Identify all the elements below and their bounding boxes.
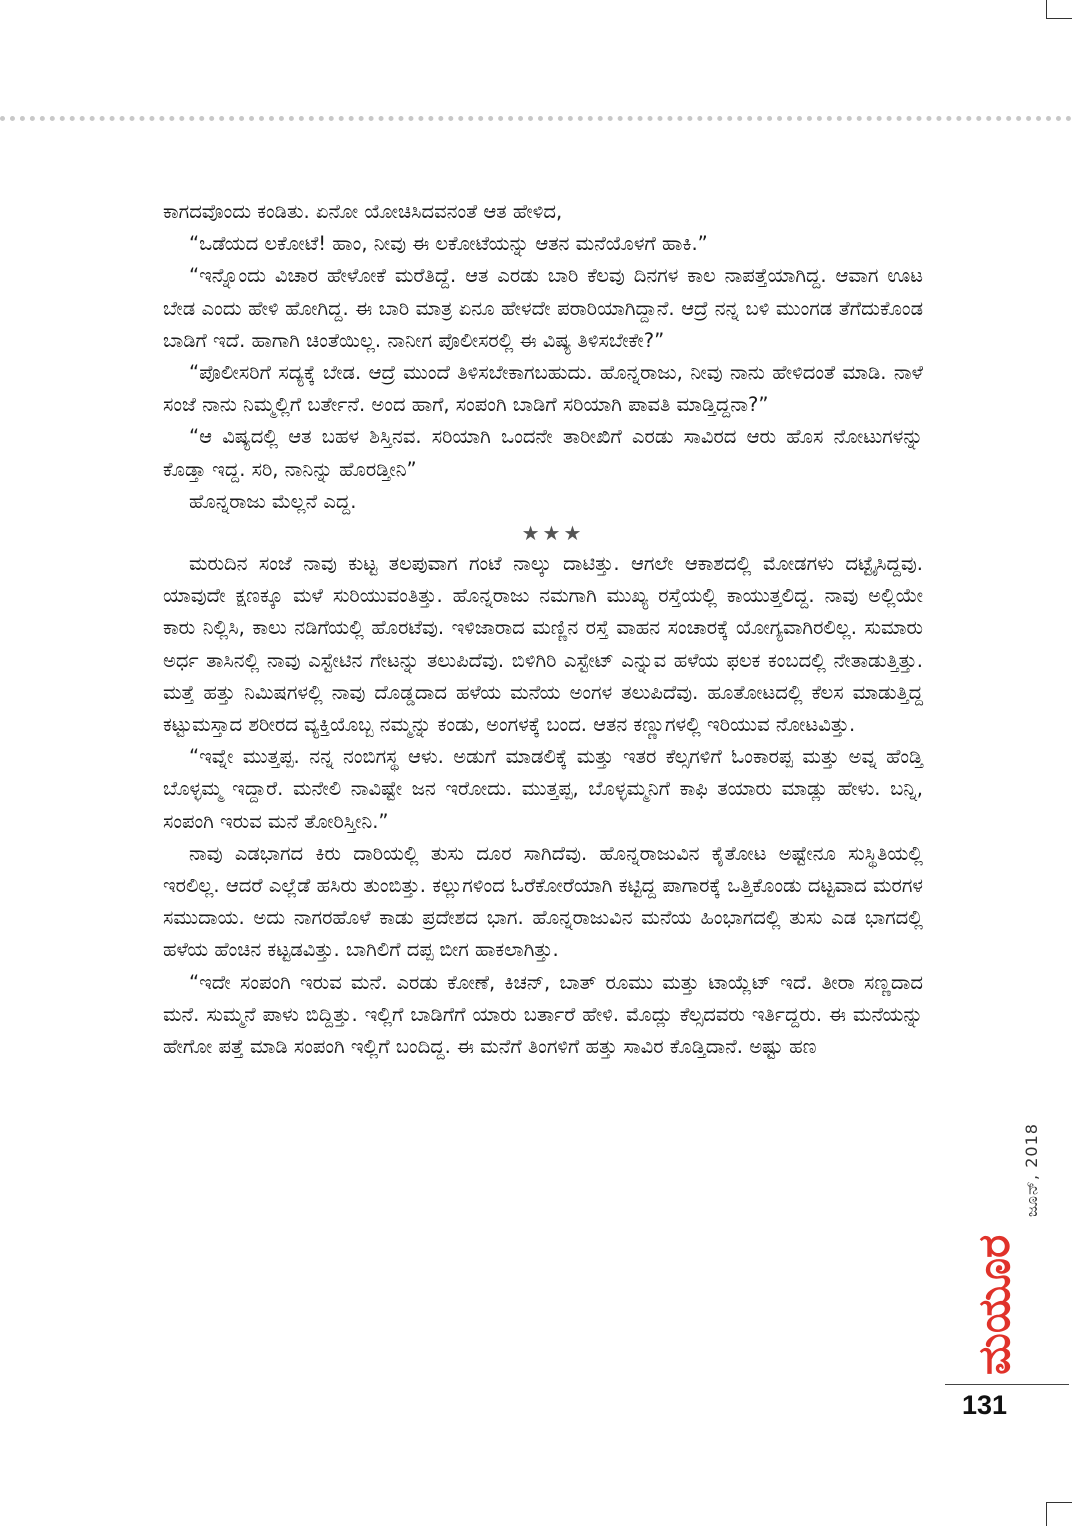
paragraph-7: ಮರುದಿನ ಸಂಜೆ ನಾವು ಕುಟ್ಟ ತಲಪುವಾಗ ಗಂಟೆ ನಾಲ್ಕು ದಾಟಿತ್ತು. ಆಗಲೇ ಆಕಾಶದಲ್ಲಿ ಮೋಡಗಳು ದಟ್ಟೈಸಿದ್ದವು. ಯಾವುದೇ ಕ್ಷಣಕ್ಕೂ ಮಳೆ ಸುರಿಯುವಂತಿತ್ತು. ಹೊನ್ನರಾಜು ನಮಗಾಗಿ ಮುಖ್ಯ ರಸ್ತೆಯಲ್ಲಿ ಕಾಯುತ್ತಲಿದ್ದ. ನಾವು ಅಲ್ಲಿಯೇ ಕಾರು ನಿಲ್ಲಿಸಿ, ಕಾಲು ನಡಿಗೆಯಲ್ಲಿ ಹೊರಟೆವು. ಇಳಿಜಾರಾದ ಮಣ್ಣಿನ ರಸ್ತೆ ವಾಹನ ಸಂಚಾರಕ್ಕೆ ಯೋಗ್ಯವಾಗಿರಲಿಲ್ಲ. ಸುಮಾರು ಅರ್ಧ ತಾಸಿನಲ್ಲಿ ನಾವು ಎಸ್ಟೇಟಿನ ಗೇಟನ್ನು ತಲುಪಿದೆವು. ಬಿಳಿಗಿರಿ ಎಸ್ಟೇಟ್ ಎನ್ನುವ ಹಳೆಯ ಫಲಕ ಕಂಬದಲ್ಲಿ ನೇತಾಡುತ್ತಿತ್ತು. ಮತ್ತೆ ಹತ್ತು ನಿಮಿಷಗಳಲ್ಲಿ ನಾವು ದೊಡ್ಡದಾದ ಹಳೆಯ ಮನೆಯ ಅಂಗಳ ತಲುಪಿದೆವು. ಹೂತೋಟದಲ್ಲಿ ಕೆಲಸ ಮಾಡುತ್ತಿದ್ದ ಕಟ್ಟುಮಸ್ತಾದ ಶರೀರದ ವ್ಯಕ್ತಿಯೊಬ್ಬ ನಮ್ಮನ್ನು ಕಂಡು, ಅಂಗಳಕ್ಕೆ ಬಂದ. ಆತನ ಕಣ್ಣುಗಳಲ್ಲಿ ಇರಿಯುವ ನೋಟವಿತ್ತು. — [163, 552, 923, 737]
paragraph-2: “ಒಡೆಯದ ಲಕೋಟೆ! ಹಾಂ, ನೀವು ಈ ಲಕೋಟೆಯನ್ನು ಆತನ ಮನೆಯೊಳಗೆ ಹಾಕಿ.” — [189, 232, 708, 256]
crop-mark-top — [1046, 0, 1072, 19]
magazine-side-strip — [945, 1105, 1045, 1375]
paragraph-5: “ಆ ವಿಷ್ಯದಲ್ಲಿ ಆತ ಬಹಳ ಶಿಸ್ತಿನವ. ಸರಿಯಾಗಿ ಒಂದನೇ ತಾರೀಖಿಗೆ ಎರಡು ಸಾವಿರದ ಆರು ಹೊಸ ನೋಟುಗಳನ್ನು ಕೊಡ್ತಾ ಇದ್ದ. ಸರಿ, ನಾನಿನ್ನು ಹೊರಡ್ತೀನಿ” — [163, 425, 923, 481]
paragraph-9: ನಾವು ಎಡಭಾಗದ ಕಿರು ದಾರಿಯಲ್ಲಿ ತುಸು ದೂರ ಸಾಗಿದೆವು. ಹೊನ್ನರಾಜುವಿನ ಕೈತೋಟ ಅಷ್ಟೇನೂ ಸುಸ್ಥಿತಿಯಲ್ಲಿ ಇರಲಿಲ್ಲ. ಆದರೆ ಎಲ್ಲೆಡೆ ಹಸಿರು ತುಂಬಿತ್ತು. ಕಲ್ಲುಗಳಿಂದ ಓರೆಕೋರೆಯಾಗಿ ಕಟ್ಟಿದ್ದ ಪಾಗಾರಕ್ಕೆ ಒತ್ತಿಕೊಂಡು ದಟ್ಟವಾದ ಮರಗಳ ಸಮುದಾಯ. ಅದು ನಾಗರಹೊಳೆ ಕಾಡು ಪ್ರದೇಶದ ಭಾಗ. ಹೊನ್ನರಾಜುವಿನ ಮನೆಯ ಹಿಂಭಾಗದಲ್ಲಿ ತುಸು ಎಡ ಭಾಗದಲ್ಲಿ ಹಳೆಯ ಹೆಂಚಿನ ಕಟ್ಟಡವಿತ್ತು. ಬಾಗಿಲಿಗೆ ದಪ್ಪ ಬೀಗ ಹಾಕಲಾಗಿತ್ತು. — [163, 841, 923, 962]
paragraph-3: “ಇನ್ನೊಂದು ವಿಚಾರ ಹೇಳೋಕೆ ಮರೆತಿದ್ದೆ. ಆತ ಎರಡು ಬಾರಿ ಕೆಲವು ದಿನಗಳ ಕಾಲ ನಾಪತ್ತೆಯಾಗಿದ್ದ. ಆವಾಗ ಊಟ ಬೇಡ ಎಂದು ಹೇಳಿ ಹೋಗಿದ್ದ. ಈ ಬಾರಿ ಮಾತ್ರ ಏನೂ ಹೇಳದೇ ಪರಾರಿಯಾಗಿದ್ದಾನೆ. ಆದ್ರೆ ನನ್ನ ಬಳಿ ಮುಂಗಡ ತೆಗೆದುಕೊಂಡ ಬಾಡಿಗೆ ಇದೆ. ಹಾಗಾಗಿ ಚಿಂತೆಯಿಲ್ಲ. ನಾನೀಗ ಪೊಲೀಸರಲ್ಲಿ ಈ ವಿಷ್ಯ ತಿಳಿಸಬೇಕೇ?” — [163, 264, 923, 352]
paragraph-4: “ಪೊಲೀಸರಿಗೆ ಸದ್ಯಕ್ಕೆ ಬೇಡ. ಆದ್ರೆ ಮುಂದೆ ತಿಳಿಸಬೇಕಾಗಬಹುದು. ಹೊನ್ನರಾಜು, ನೀವು ನಾನು ಹೇಳಿದಂತೆ ಮಾಡಿ. ನಾಳೆ ಸಂಜೆ ನಾನು ನಿಮ್ಮಲ್ಲಿಗೆ ಬರ್ತೇನೆ. ಅಂದ ಹಾಗೆ, ಸಂಪಂಗಿ ಬಾಡಿಗೆ ಸರಿಯಾಗಿ ಪಾವತಿ ಮಾಡ್ತಿದ್ದನಾ?” — [163, 361, 923, 417]
paragraph-8: “ಇವ್ನೇ ಮುತ್ತಪ್ಪ. ನನ್ನ ನಂಬಿಗಸ್ಥ ಆಳು. ಅಡುಗೆ ಮಾಡಲಿಕ್ಕೆ ಮತ್ತು ಇತರ ಕೆಲ್ಸಗಳಿಗೆ ಓಂಕಾರಪ್ಪ ಮತ್ತು ಅವ್ನ ಹೆಂಡ್ತಿ ಬೊಳ್ಳಮ್ಮ ಇದ್ದಾರೆ. ಮನೇಲಿ ನಾವಿಷ್ಟೇ ಜನ ಇರೋದು. ಮುತ್ತಪ್ಪ, ಬೊಳ್ಳಮ್ಮನಿಗೆ ಕಾಫಿ ತಯಾರು ಮಾಡ್ಲು ಹೇಳು. ಬನ್ನಿ, ಸಂಪಂಗಿ ಇರುವ ಮನೆ ತೋರಿಸ್ತೀನಿ.” — [163, 745, 923, 833]
page-number-rule — [945, 1384, 1069, 1385]
paragraph-10: “ಇದೇ ಸಂಪಂಗಿ ಇರುವ ಮನೆ. ಎರಡು ಕೋಣೆ, ಕಿಚನ್, ಬಾತ್ ರೂಮು ಮತ್ತು ಟಾಯ್ಲೆಟ್ ಇದೆ. ತೀರಾ ಸಣ್ಣದಾದ ಮನೆ. ಸುಮ್ಮನೆ ಪಾಳು ಬಿದ್ದಿತ್ತು. ಇಲ್ಲಿಗೆ ಬಾಡಿಗೆಗೆ ಯಾರು ಬರ್ತಾರೆ ಹೇಳಿ. ಮೊದ್ಲು ಕೆಲ್ಸದವರು ಇರ್ತಿದ್ದರು. ಈ ಮನೆಯನ್ನು ಹೇಗೋ ಪತ್ತೆ ಮಾಡಿ ಸಂಪಂಗಿ ಇಲ್ಲಿಗೆ ಬಂದಿದ್ದ. ಈ ಮನೆಗೆ ತಿಂಗಳಿಗೆ ಹತ್ತು ಸಾವಿರ ಕೊಡ್ತಿದಾನೆ. ಅಷ್ಟು ಹಣ — [163, 970, 923, 1059]
paragraph-6: ಹೊನ್ನರಾಜು ಮೆಲ್ಲನೆ ಎದ್ದ. — [189, 489, 357, 513]
issue-date: ಜೂನ್, 2018 — [1022, 1123, 1041, 1217]
crop-mark-bottom — [1046, 1502, 1072, 1526]
magazine-masthead: ಮಯೂರ — [969, 1234, 1020, 1375]
section-separator: ★★★ — [521, 521, 585, 546]
article-body — [163, 196, 923, 1063]
header-dotted-rule — [0, 116, 1072, 121]
paragraph-1: ಕಾಗದವೊಂದು ಕಂಡಿತು. ಏನೋ ಯೋಚಿಸಿದವನಂತೆ ಆತ ಹೇಳಿದ, — [163, 200, 563, 223]
page-number: 131 — [962, 1390, 1008, 1420]
